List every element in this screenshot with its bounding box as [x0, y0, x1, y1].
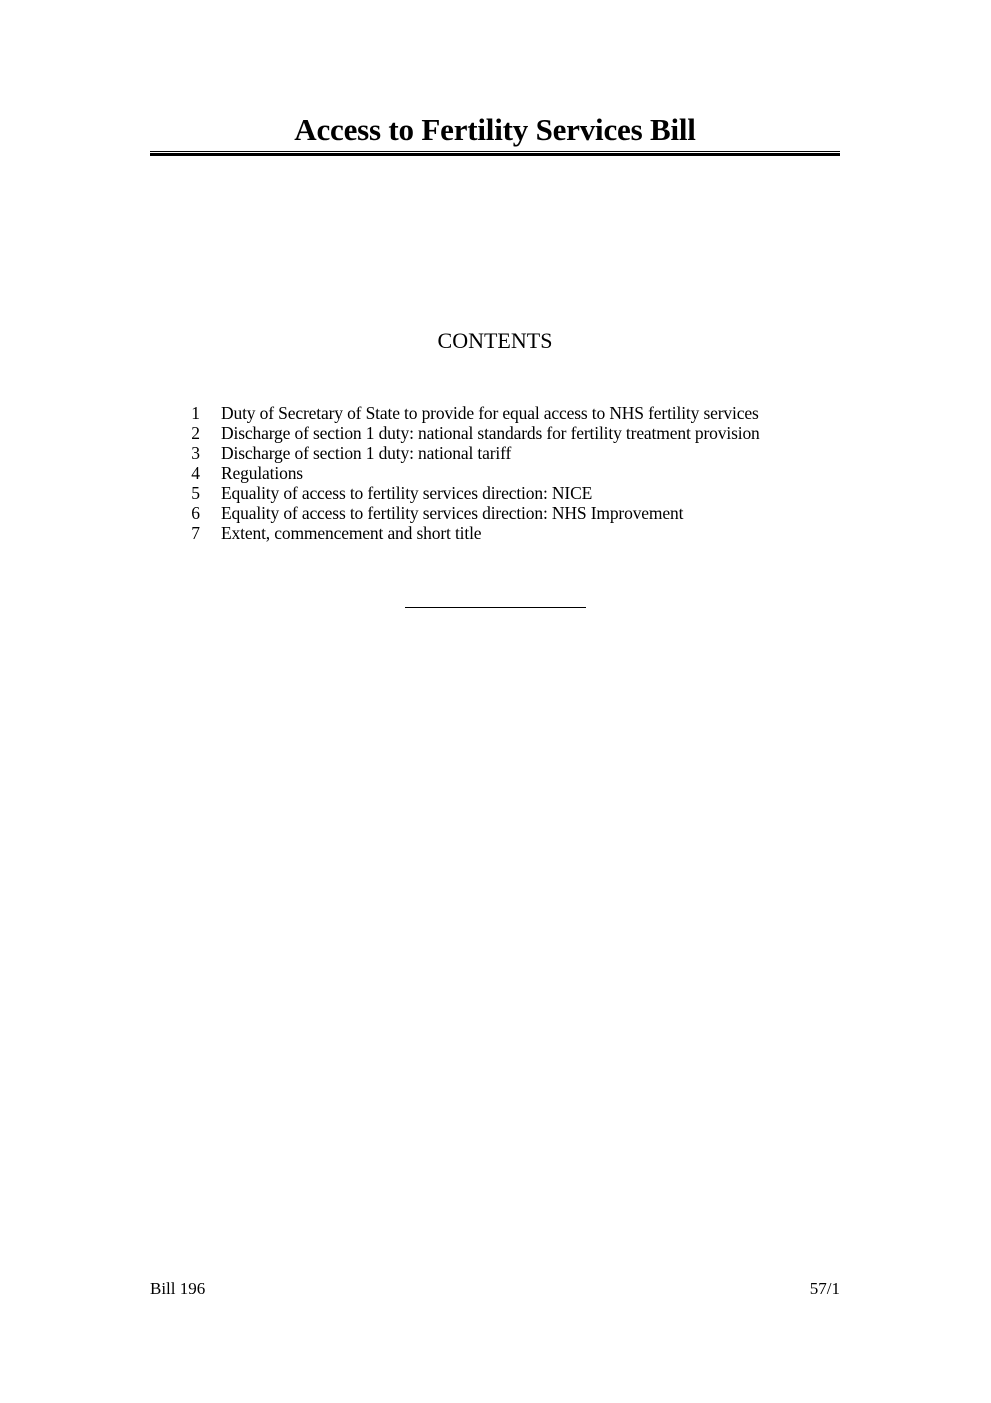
toc-item-text: Equality of access to fertility services direction: NHS Improvement	[221, 503, 684, 523]
toc-item-text: Extent, commencement and short title	[221, 523, 482, 543]
footer-bill-number: Bill 196	[150, 1279, 206, 1298]
bill-title: Access to Fertility Services Bill	[294, 112, 696, 147]
title-rule-thick	[150, 153, 840, 156]
toc-item	[180, 443, 840, 463]
toc-item-number: 2	[191, 423, 200, 443]
footer-session-reference: 57/1	[809, 1279, 840, 1298]
toc-item-number: 4	[191, 463, 200, 483]
toc-item-text: Duty of Secretary of State to provide for equal access to NHS fertility services	[221, 403, 759, 423]
contents-heading: CONTENTS	[437, 328, 553, 353]
toc-item	[180, 523, 840, 543]
toc-item-number: 7	[191, 523, 200, 543]
title-rule-thin	[150, 151, 840, 152]
toc-item	[180, 463, 840, 483]
toc-item	[180, 483, 840, 503]
toc-item	[180, 423, 840, 443]
toc-item	[180, 403, 840, 423]
toc-item-text: Discharge of section 1 duty: national standards for fertility treatment provision	[221, 423, 760, 443]
toc-item-number: 1	[191, 403, 200, 423]
toc-item-text: Equality of access to fertility services direction: NICE	[221, 483, 593, 503]
section-divider-rule	[405, 607, 586, 608]
toc-item-number: 3	[191, 443, 200, 463]
toc-item-number: 5	[191, 483, 200, 503]
toc-item	[180, 503, 840, 523]
table-of-contents	[180, 403, 840, 543]
toc-item-number: 6	[191, 503, 200, 523]
toc-item-text: Regulations	[221, 463, 303, 483]
toc-item-text: Discharge of section 1 duty: national tariff	[221, 443, 512, 463]
